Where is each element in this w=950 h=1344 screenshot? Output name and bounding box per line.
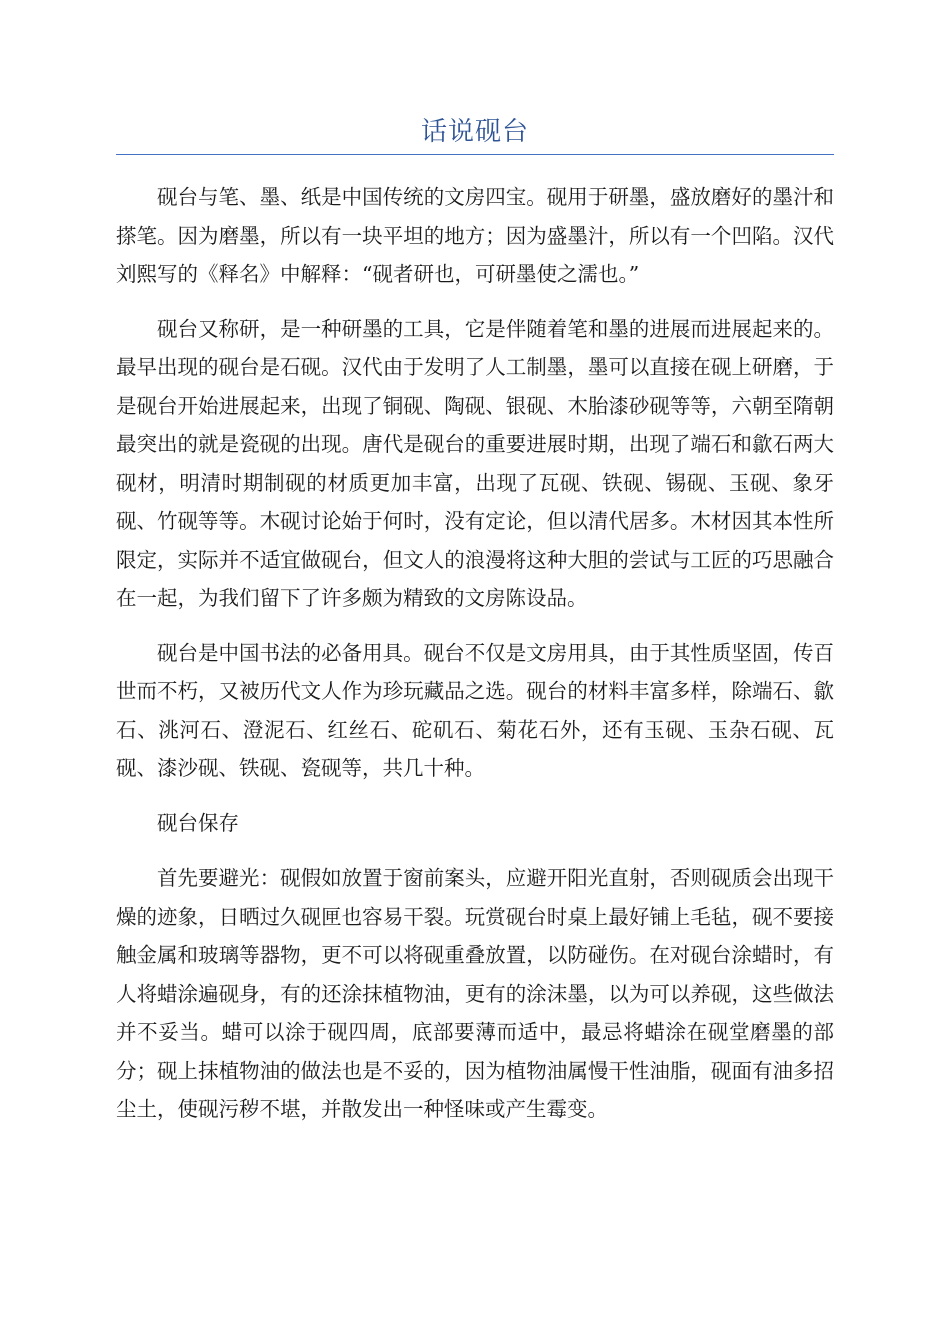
document-title: 话说砚台 [420, 117, 529, 147]
document-page [116, 112, 834, 1145]
paragraph-materials: 砚台是中国书法的必备用具。砚台不仅是文房用具，由于其性质坚固，传百世而不朽，又被历代文人作为珍玩藏品之选。砚台的材料丰富多样，除端石、歙石、洮河石、澄泥石、红丝石、砣矶石、菊花石外，还有玉砚、玉杂石砚、瓦砚、漆沙砚、铁砚、瓷砚等，共几十种。 [116, 640, 834, 780]
paragraph-history: 砚台又称研，是一种研墨的工具，它是伴随着笔和墨的进展而进展起来的。最早出现的砚台是石砚。汉代由于发明了人工制墨，墨可以直接在砚上研磨，于是砚台开始进展起来，出现了铜砚、陶砚、银砚、木胎漆砂砚等等，六朝至隋朝最突出的就是瓷砚的出现。唐代是砚台的重要进展时期，出现了端石和歙石两大砚材，明清时期制砚的材质更加丰富，出现了瓦砚、铁砚、锡砚、玉砚、象牙砚、竹砚等等。木砚讨论始于何时，没有定论，但以清代居多。木材因其本性所限定，实际并不适宜做砚台，但文人的浪漫将这种大胆的尝试与工匠的巧思融合在一起，为我们留下了许多颇为精致的文房陈设品。 [116, 316, 834, 610]
paragraph-intro: 砚台与笔、墨、纸是中国传统的文房四宝。砚用于研墨，盛放磨好的墨汁和搽笔。因为磨墨，所以有一块平坦的地方；因为盛墨汁，所以有一个凹陷。汉代刘熙写的《释名》中解释：“砚者研也，可研墨使之濡也。” [116, 185, 834, 286]
paragraph-storage: 首先要避光：砚假如放置于窗前案头，应避开阳光直射，否则砚质会出现干燥的迹象，日晒过久砚匣也容易干裂。玩赏砚台时桌上最好铺上毛毡，砚不要接触金属和玻璃等器物，更不可以将砚重叠放置，以防碰伤。在对砚台涂蜡时，有人将蜡涂遍砚身，有的还涂抹植物油，更有的涂沫墨，以为可以养砚，这些做法并不妥当。蜡可以涂于砚四周，底部要薄而适中，最忌将蜡涂在砚堂磨墨的部分；砚上抹植物油的做法也是不妥的，因为植物油属慢干性油脂，砚面有油多招尘土，使砚污秽不堪，并散发出一种怪味或产生霉变。 [116, 866, 834, 1121]
section-heading-storage: 砚台保存 [157, 810, 239, 835]
title-underline [116, 154, 834, 155]
